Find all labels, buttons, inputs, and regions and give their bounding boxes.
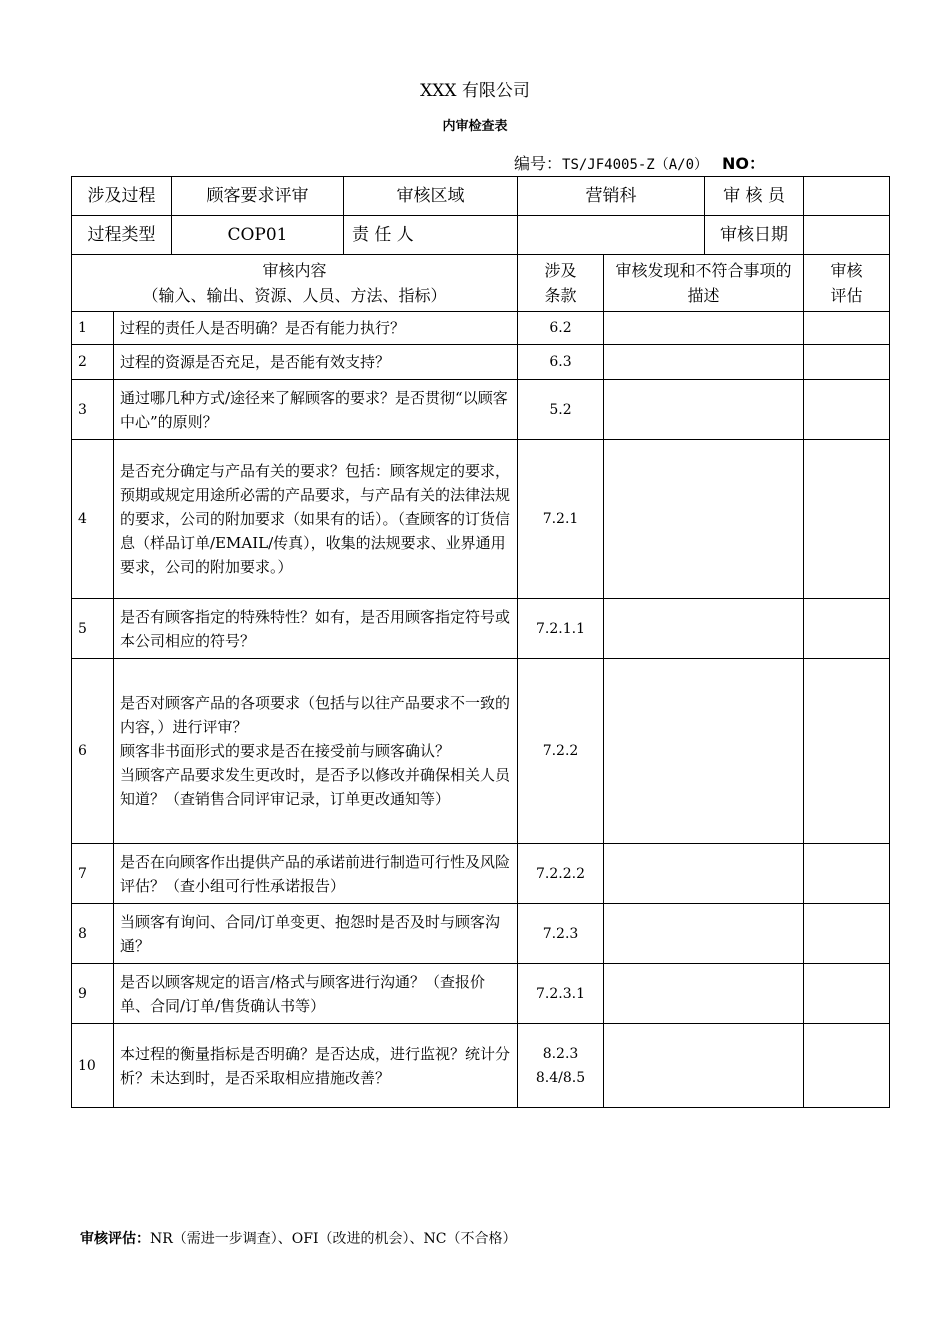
row-evaluation[interactable] [804, 345, 890, 380]
table-row [72, 345, 890, 380]
area-label: 审核区域 [344, 177, 518, 216]
finding-header-line1: 审核发现和不符合事项的 [615, 261, 792, 280]
clause-header-line1: 涉及 [544, 261, 577, 280]
row-evaluation[interactable] [804, 440, 890, 599]
code-label: 编号： [514, 154, 563, 173]
row-content: 通过哪几种方式/途径来了解顾客的要求？是否贯彻“以顾客中心”的原则？ [114, 380, 518, 440]
evaluation-legend [80, 1228, 516, 1248]
row-finding[interactable] [604, 659, 804, 844]
row-finding[interactable] [604, 380, 804, 440]
finding-header [604, 255, 804, 312]
row-clause: 7.2.1 [518, 440, 604, 599]
row-number: 5 [72, 599, 114, 659]
date-value[interactable] [804, 216, 890, 255]
row-finding[interactable] [604, 904, 804, 964]
row-number: 9 [72, 964, 114, 1024]
row-finding[interactable] [604, 844, 804, 904]
row-finding[interactable] [604, 1024, 804, 1108]
auditor-value[interactable] [804, 177, 890, 216]
finding-header-line2: 描述 [687, 286, 720, 305]
date-label: 审核日期 [705, 216, 804, 255]
legend-label: 审核评估： [80, 1231, 150, 1247]
row-content: 本过程的衡量指标是否明确？是否达成，进行监视？统计分析？未达到时，是否采取相应措施改善？ [114, 1024, 518, 1108]
content-header [72, 255, 518, 312]
table-row [72, 599, 890, 659]
row-evaluation[interactable] [804, 380, 890, 440]
eval-header [804, 255, 890, 312]
info-row-1 [72, 177, 890, 216]
row-evaluation[interactable] [804, 312, 890, 345]
row-clause: 7.2.3 [518, 904, 604, 964]
table-row [72, 380, 890, 440]
table-row [72, 440, 890, 599]
company-name: XXX 有限公司 [420, 81, 530, 101]
owner-value[interactable] [518, 216, 705, 255]
row-number: 1 [72, 312, 114, 345]
row-content: 是否充分确定与产品有关的要求？包括：顾客规定的要求，预期或规定用途所必需的产品要求，与产品有关的法律法规的要求，公司的附加要求（如果有的话）。（查顾客的订货信息（样品订单/EMAIL/传真），收集的法规要求、业界通用要求，公司的附加要求。） [114, 440, 518, 599]
row-evaluation[interactable] [804, 1024, 890, 1108]
row-evaluation[interactable] [804, 904, 890, 964]
table-row [72, 904, 890, 964]
column-header-row [72, 255, 890, 312]
row-clause: 6.2 [518, 312, 604, 345]
row-content: 是否对顾客产品的各项要求（包括与以往产品要求不一致的内容，）进行评审？ 顾客非书面形式的要求是否在接受前与顾客确认？ 当顾客产品要求发生更改时，是否予以修改并确保相关人员知道？（查销售合同评审记录，订单更改通知等） [114, 659, 518, 844]
row-clause: 7.2.2 [518, 659, 604, 844]
clause-header-line2: 条款 [544, 286, 577, 305]
eval-header-line2: 评估 [830, 286, 863, 305]
type-label: 过程类型 [72, 216, 172, 255]
row-clause: 7.2.3.1 [518, 964, 604, 1024]
row-content: 是否有顾客指定的特殊特性？如有，是否用顾客指定符号或本公司相应的符号？ [114, 599, 518, 659]
row-number: 8 [72, 904, 114, 964]
form-title: 内审检查表 [442, 119, 508, 134]
row-clause: 8.2.3 8.4/8.5 [518, 1024, 604, 1108]
process-value: 顾客要求评审 [172, 177, 344, 216]
table-row [72, 659, 890, 844]
code-value: TS/JF4005-Z（A/0） [562, 157, 709, 173]
row-finding[interactable] [604, 440, 804, 599]
row-clause: 7.2.2.2 [518, 844, 604, 904]
row-content: 当顾客有询问、合同/订单变更、抱怨时是否及时与顾客沟通？ [114, 904, 518, 964]
table-row [72, 1024, 890, 1108]
row-evaluation[interactable] [804, 844, 890, 904]
row-content: 过程的责任人是否明确？是否有能力执行？ [114, 312, 518, 345]
row-finding[interactable] [604, 964, 804, 1024]
table-row [72, 844, 890, 904]
eval-header-line1: 审核 [830, 261, 863, 280]
table-row [72, 964, 890, 1024]
row-content: 过程的资源是否充足，是否能有效支持？ [114, 345, 518, 380]
no-label: NO： [722, 154, 766, 173]
row-number: 7 [72, 844, 114, 904]
row-evaluation[interactable] [804, 964, 890, 1024]
row-finding[interactable] [604, 345, 804, 380]
row-evaluation[interactable] [804, 599, 890, 659]
auditor-label: 审 核 员 [705, 177, 804, 216]
row-number: 6 [72, 659, 114, 844]
row-number: 3 [72, 380, 114, 440]
row-number: 4 [72, 440, 114, 599]
legend-text: NR（需进一步调查）、OFI（改进的机会）、NC（不合格） [150, 1231, 517, 1247]
row-number: 2 [72, 345, 114, 380]
content-header-sub: （输入、输出、资源、人员、方法、指标） [142, 286, 447, 305]
row-number: 10 [72, 1024, 114, 1108]
row-finding[interactable] [604, 312, 804, 345]
checklist-rows [72, 312, 890, 1108]
row-clause: 6.3 [518, 345, 604, 380]
row-evaluation[interactable] [804, 659, 890, 844]
document-number [514, 151, 765, 174]
row-content: 是否在向顾客作出提供产品的承诺前进行制造可行性及风险评估？（查小组可行性承诺报告） [114, 844, 518, 904]
info-row-2 [72, 216, 890, 255]
audit-checklist-table [71, 176, 890, 1108]
process-label: 涉及过程 [72, 177, 172, 216]
row-content: 是否以顾客规定的语言/格式与顾客进行沟通？（查报价单、合同/订单/售货确认书等） [114, 964, 518, 1024]
area-value: 营销科 [518, 177, 705, 216]
content-header-title: 审核内容 [262, 261, 327, 280]
table-row [72, 312, 890, 345]
row-clause: 7.2.1.1 [518, 599, 604, 659]
row-clause: 5.2 [518, 380, 604, 440]
owner-label: 责 任 人 [344, 216, 518, 255]
type-value: COP01 [172, 216, 344, 255]
row-finding[interactable] [604, 599, 804, 659]
clause-header [518, 255, 604, 312]
